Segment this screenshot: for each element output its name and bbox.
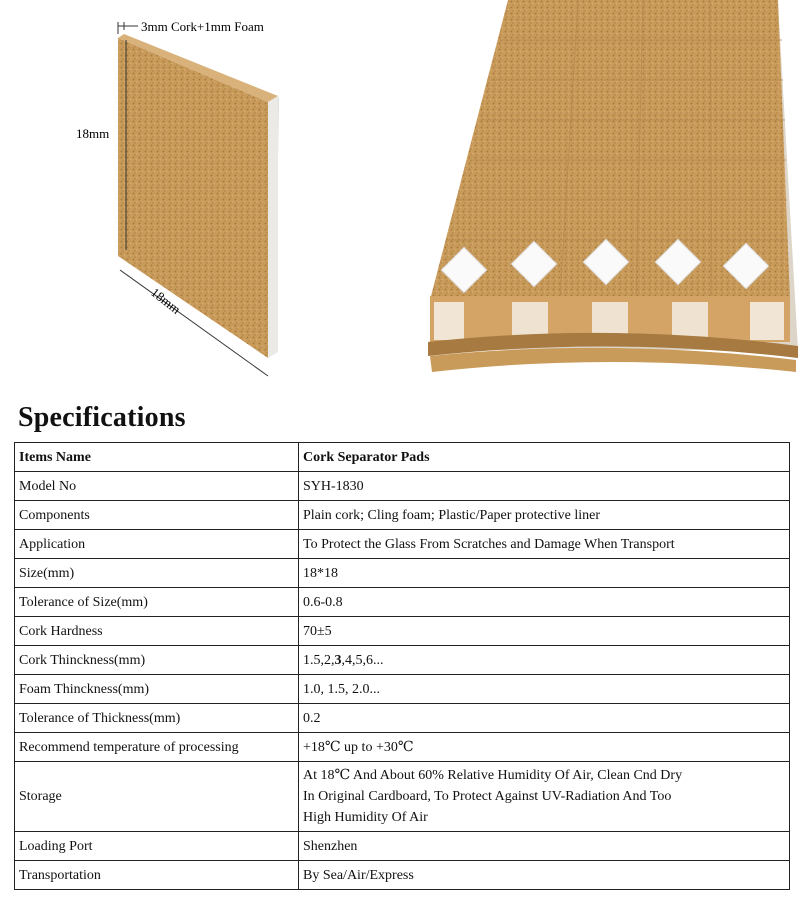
row-label: Cork Hardness (15, 617, 299, 646)
table-row (15, 832, 790, 861)
row-label: Tolerance of Size(mm) (15, 588, 299, 617)
row-value: SYH-1830 (299, 472, 790, 501)
table-row (15, 762, 790, 832)
width-label: 18mm (148, 284, 184, 317)
cork-pad-illustration (118, 22, 278, 376)
row-value: 70±5 (299, 617, 790, 646)
value-line: In Original Cardboard, To Protect Against UV-Radiation And Too (303, 789, 672, 804)
row-value: Shenzhen (299, 832, 790, 861)
row-value: To Protect the Glass From Scratches and Damage When Transport (299, 530, 790, 559)
product-photos (0, 0, 800, 400)
row-value: +18℃ up to +30℃ (299, 733, 790, 762)
row-label: Application (15, 530, 299, 559)
value-part: 1.5,2, (303, 652, 335, 668)
table-row (15, 646, 790, 675)
row-value: By Sea/Air/Express (299, 861, 790, 890)
value-part: ,4,5,6... (341, 652, 384, 668)
table-row (15, 704, 790, 733)
value-part-highlight: 3 (334, 652, 342, 668)
row-value: 1.0, 1.5, 2.0... (299, 675, 790, 704)
value-line: At 18℃ And About 60% Relative Humidity Of Air, Clean Cnd Dry (303, 768, 683, 783)
row-label: Model No (15, 472, 299, 501)
cork-sheet-illustration (428, 0, 798, 372)
row-label: Components (15, 501, 299, 530)
row-label: Loading Port (15, 832, 299, 861)
row-label: Size(mm) (15, 559, 299, 588)
table-header-row (15, 443, 790, 472)
table-row (15, 588, 790, 617)
row-label: Recommend temperature of processing (15, 733, 299, 762)
row-label: Storage (15, 762, 299, 832)
table-row (15, 861, 790, 890)
table-row (15, 530, 790, 559)
specifications-table (14, 442, 790, 890)
table-row (15, 501, 790, 530)
table-row (15, 559, 790, 588)
row-label: Foam Thinckness(mm) (15, 675, 299, 704)
row-value (299, 646, 790, 675)
table-row (15, 472, 790, 501)
value-line: High Humidity Of Air (303, 810, 428, 825)
row-label: Transportation (15, 861, 299, 890)
table-row (15, 675, 790, 704)
header-cell: Items Name (15, 443, 299, 472)
row-value: Plain cork; Cling foam; Plastic/Paper protective liner (299, 501, 790, 530)
row-label: Tolerance of Thickness(mm) (15, 704, 299, 733)
row-value (299, 762, 790, 832)
row-value: 0.2 (299, 704, 790, 733)
table-row (15, 617, 790, 646)
row-label: Cork Thinckness(mm) (15, 646, 299, 675)
row-value: 0.6-0.8 (299, 588, 790, 617)
header-cell: Cork Separator Pads (299, 443, 790, 472)
page-title: Specifications (18, 402, 186, 433)
height-label: 18mm (76, 126, 110, 141)
thickness-label: 3mm Cork+1mm Foam (141, 19, 264, 34)
table-row (15, 733, 790, 762)
row-value: 18*18 (299, 559, 790, 588)
